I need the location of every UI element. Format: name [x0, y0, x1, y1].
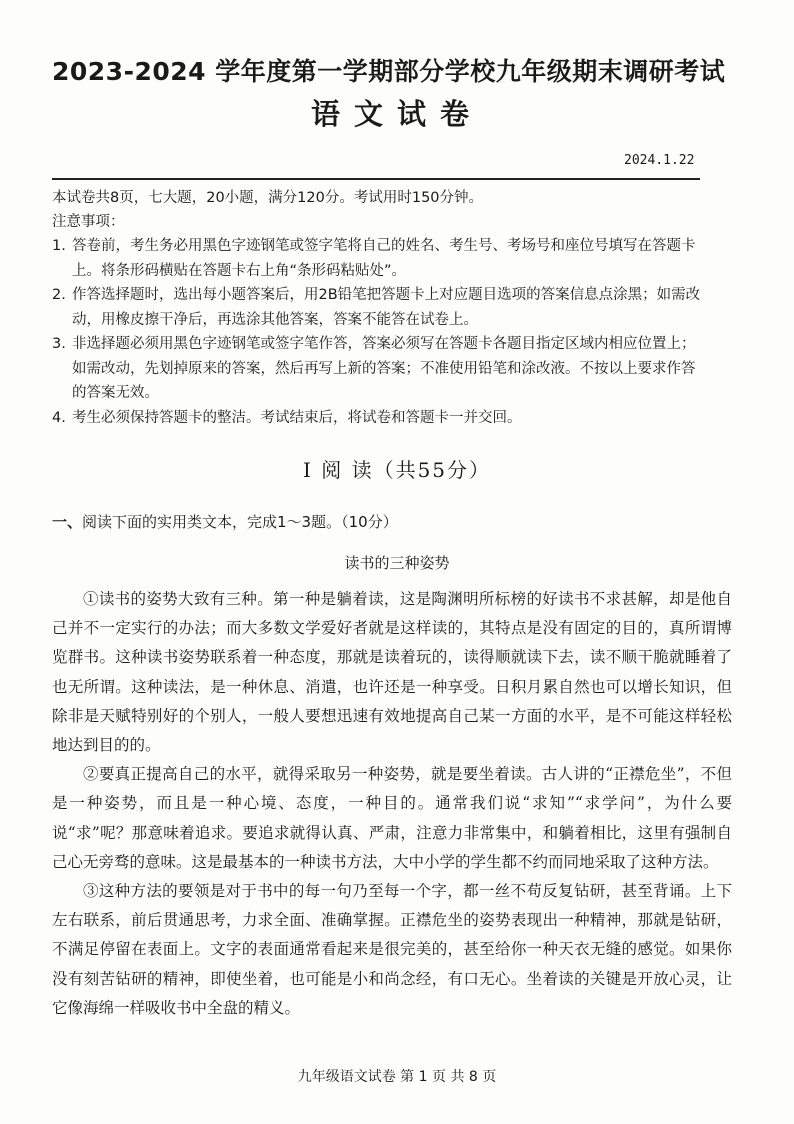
exam-summary: 本试卷共8页，七大题，20小题，满分120分。考试用时150分钟。	[52, 190, 484, 206]
article-body	[52, 585, 732, 1023]
notice-number: 2.	[52, 287, 66, 303]
notice-number: 3.	[52, 336, 66, 352]
notice-item	[52, 283, 712, 332]
section-title: Ⅰ 阅 读（共55分）	[302, 458, 492, 482]
notice-text: 非选择题必须用黑色字迹钢笔或签字笔作答，答案必须写在答题卡各题目指定区域内相应位置上；如需改动，先划掉原来的答案，然后再写上新的答案；不准使用铅笔和涂改液。不按以上要求作答的答案无效。	[72, 336, 696, 401]
page-footer: 九年级语文试卷 第 1 页 共 8 页	[297, 1069, 497, 1085]
notice-item	[52, 406, 712, 431]
notice-text: 考生必须保持答题卡的整洁。考试结束后，将试卷和答题卡一并交回。	[72, 409, 522, 426]
header-divider	[52, 178, 700, 180]
article-paragraph: ①读书的姿势大致有三种。第一种是躺着读，这是陶渊明所标榜的好读书不求甚解，却是他自己并不一定实行的办法；而大多数文学爱好者就是这样读的，其特点是没有固定的目的，真所谓博览群书。这种读书姿势联系着一种态度，那就是读着玩的，读得顺就读下去，读不顺干脆就睡着了也无所谓。这种读法，是一种休息、消遣，也许还是一种享受。日积月累自然也可以增长知识，但除非是天赋特别好的个别人，一般人要想迅速有效地提高自己某一方面的水平，是不可能这样轻松地达到目的的。	[52, 590, 732, 755]
exam-subject-title: 语文试卷	[310, 97, 483, 131]
notice-list	[52, 234, 712, 430]
article-paragraph: ②要真正提高自己的水平，就得采取另一种姿势，就是要坐着读。古人讲的“正襟危坐”，不但是一种姿势，而且是一种心境、态度，一种目的。通常我们说“求知”“求学问”，为什么要说“求”呢？那意味着追求。要追求就得认真、严肃，注意力非常集中，和躺着相比，这里有强制自己心无旁骛的意味。这是最基本的一种读书方法，大中小学的学生都不约而同地采取了这种方法。	[52, 765, 732, 871]
article-title: 读书的三种姿势	[344, 554, 450, 572]
exam-instructions	[52, 186, 712, 430]
notice-number: 4.	[52, 409, 66, 426]
article-paragraph: ③这种方法的要领是对于书中的每一句乃至每一个字，都一丝不苟反复钻研，甚至背诵。上下左右联系，前后贯通思考，力求全面、准确掌握。正襟危坐的姿势表现出一种精神，那就是钻研，不满足停留在表面上。文字的表面通常看起来是很完美的，甚至给你一种天衣无缝的感觉。如果你没有刻苦钻研的精神，即使坐着，也可能是小和尚念经，有口无心。坐着读的关键是开放心灵，让它像海绵一样吸收书中全盘的精义。	[52, 882, 732, 1017]
exam-date: 2024.1.22	[624, 153, 695, 168]
notice-text: 作答选择题时，选出每小题答案后，用2B铅笔把答题卡上对应题目选项的答案信息点涂黑；如需改动，用橡皮擦干净后，再选涂其他答案，答案不能答在试卷上。	[72, 287, 701, 328]
exam-header-title: 2023-2024 学年度第一学期部分学校九年级期末调研考试	[52, 57, 726, 86]
question-number: 一、	[52, 513, 83, 531]
notice-item	[52, 332, 712, 406]
notice-text: 答卷前，考生务必用黑色字迹钢笔或签字笔将自己的姓名、考生号、考场号和座位号填写在答题卡上。将条形码横贴在答题卡右上角“条形码粘贴处”。	[72, 238, 696, 279]
notice-label: 注意事项：	[52, 214, 125, 230]
notice-number: 1.	[52, 238, 66, 254]
question-heading	[52, 511, 398, 532]
question-prompt: 阅读下面的实用类文本，完成1～3题。（10分）	[82, 513, 398, 531]
notice-item	[52, 234, 712, 283]
